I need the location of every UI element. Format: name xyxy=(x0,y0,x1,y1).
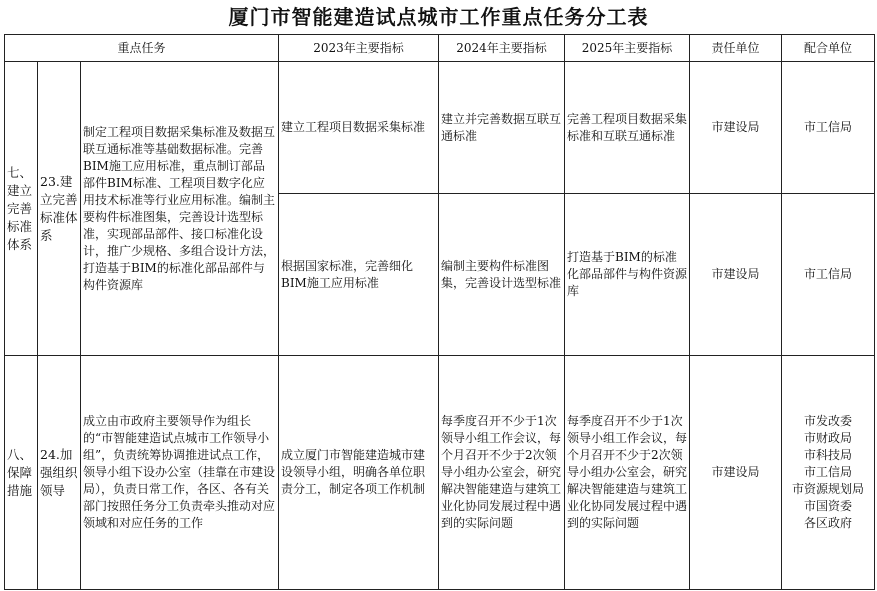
responsible-cell: 市建设局 xyxy=(690,356,782,590)
indicator-2024-cell: 建立并完善数据互联互通标准 xyxy=(439,62,565,194)
header-2023: 2023年主要指标 xyxy=(279,35,439,62)
header-row xyxy=(5,35,875,62)
indicator-2023-cell: 建立工程项目数据采集标准 xyxy=(279,62,439,194)
indicator-2023-cell: 根据国家标准，完善细化BIM施工应用标准 xyxy=(279,194,439,356)
indicator-2025-cell: 完善工程项目数据采集标准和互联互通标准 xyxy=(565,62,690,194)
header-cooperating: 配合单位 xyxy=(782,35,875,62)
responsible-cell: 市建设局 xyxy=(690,62,782,194)
header-task: 重点任务 xyxy=(5,35,279,62)
task-description-cell: 成立由市政府主要领导作为组长的“市智能建造试点城市工作领导小组”，负责统筹协调推进试点工作，领导小组下设办公室（挂靠在市建设局），负责日常工作，各区、各有关部门按照任务分工负责牵头推动对应领域和对应任务的工作 xyxy=(81,356,279,590)
header-responsible: 责任单位 xyxy=(690,35,782,62)
page-title: 厦门市智能建造试点城市工作重点任务分工表 xyxy=(228,5,649,29)
table-row xyxy=(5,356,875,590)
header-2024: 2024年主要指标 xyxy=(439,35,565,62)
responsible-cell: 市建设局 xyxy=(690,194,782,356)
task-description-cell: 制定工程项目数据采集标准及数据互联互通标准等基础数据标准。完善BIM施工应用标准，重点制订部品部件BIM标准、工程项目数字化应用技术标准等行业应用标准。编制主要构件标准图集，完善设计选型标准，实现部品部件、接口标准化设计，推广少规格、多组合设计方法，打造基于BIM的标准化部品部件与构件资源库 xyxy=(81,62,279,356)
task-table xyxy=(4,34,875,590)
category-cell: 八、保障措施 xyxy=(5,356,38,590)
cooperating-cell: 市工信局 xyxy=(782,194,875,356)
category-cell: 七、建立完善标准体系 xyxy=(5,62,38,356)
cooperating-cell: 市发改委 市财政局 市科技局 市工信局 市资源规划局 市国资委 各区政府 xyxy=(782,356,875,590)
item-cell: 23.建立完善标准体系 xyxy=(38,62,81,356)
indicator-2024-cell: 每季度召开不少于1次领导小组工作会议，每个月召开不少于2次领导小组办公室会，研究解决智能建造与建筑工业化协同发展过程中遇到的实际问题 xyxy=(439,356,565,590)
indicator-2024-cell: 编制主要构件标准图集，完善设计选型标准 xyxy=(439,194,565,356)
indicator-2023-cell: 成立厦门市智能建造城市建设领导小组，明确各单位职责分工，制定各项工作机制 xyxy=(279,356,439,590)
indicator-2025-cell: 打造基于BIM的标准化部品部件与构件资源库 xyxy=(565,194,690,356)
item-cell: 24.加强组织领导 xyxy=(38,356,81,590)
table-row xyxy=(5,62,875,194)
header-2025: 2025年主要指标 xyxy=(565,35,690,62)
indicator-2025-cell: 每季度召开不少于1次领导小组工作会议，每个月召开不少于2次领导小组办公室会，研究解决智能建造与建筑工业化协同发展过程中遇到的实际问题 xyxy=(565,356,690,590)
cooperating-cell: 市工信局 xyxy=(782,62,875,194)
